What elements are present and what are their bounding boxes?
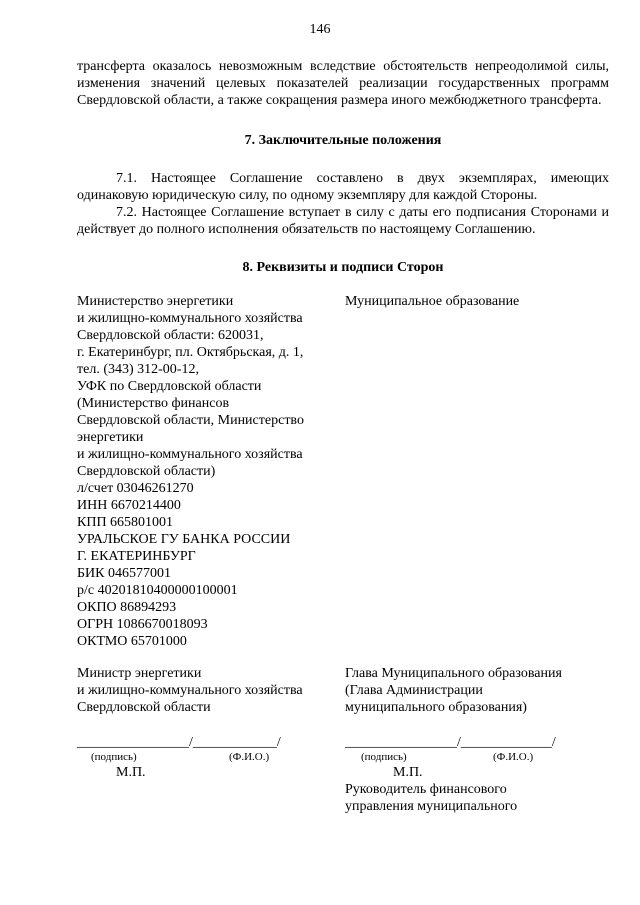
requisite-line: Г. ЕКАТЕРИНБУРГ (77, 549, 196, 564)
signatory-line: Свердловской области (77, 700, 211, 715)
requisite-line: г. Екатеринбург, пл. Октябрьская, д. 1, (77, 345, 304, 360)
requisite-line: л/счет 03046261270 (77, 481, 194, 496)
caption-signature: (подпись) (91, 751, 137, 763)
stamp-label: М.П. (116, 765, 146, 780)
section-7-paragraph-2: 7.2. Настоящее Соглашение вступает в силу с даты его подписания Сторонами и действует до полного исполнения обязательств по настоящему Соглашению. (77, 205, 609, 237)
requisite-line: КПП 665801001 (77, 515, 174, 530)
ministry-column (77, 293, 332, 780)
requisites-columns (77, 293, 609, 833)
section-7-title: 7. Заключительные положения (244, 133, 442, 148)
signature-line: ________________/_____________/ (345, 735, 556, 750)
signature-line: ________________/____________/ (77, 735, 281, 750)
financial-head-line: Руководитель финансового (345, 782, 507, 797)
document-body (77, 58, 609, 833)
requisite-line: УРАЛЬСКОЕ ГУ БАНКА РОССИИ (77, 532, 291, 547)
caption-signature: (подпись) (361, 751, 407, 763)
page-number: 146 (309, 22, 331, 37)
signatory-line: и жилищно-коммунального хозяйства (77, 683, 303, 698)
municipality-signature-block (345, 665, 562, 815)
municipality-title: Муниципальное образование (345, 294, 520, 309)
requisite-line: Свердловской области) (77, 464, 216, 479)
signatory-line: (Глава Администрации (345, 683, 483, 698)
requisite-line: Министерство энергетики (77, 294, 234, 309)
caption-name: (Ф.И.О.) (229, 751, 270, 763)
signature-captions (77, 750, 303, 764)
requisite-line: тел. (343) 312-00-12, (77, 362, 199, 377)
requisite-line: р/с 40201810400000100001 (77, 583, 238, 598)
signatory-line: муниципального образования) (345, 700, 527, 715)
stamp-label: М.П. (393, 765, 423, 780)
caption-name: (Ф.И.О.) (493, 751, 534, 763)
requisite-line: БИК 046577001 (77, 566, 171, 581)
signatory-line: Глава Муниципального образования (345, 666, 562, 681)
section-8-title: 8. Реквизиты и подписи Сторон (242, 260, 444, 275)
requisite-line: ИНН 6670214400 (77, 498, 181, 513)
ministry-signature-block (77, 665, 303, 781)
requisite-line: Свердловской области, Министерство (77, 413, 304, 428)
municipality-column (345, 293, 609, 814)
financial-head-line: управления муниципального (345, 799, 518, 814)
requisite-line: (Министерство финансов (77, 396, 230, 411)
requisite-line: ОКТМО 65701000 (77, 634, 187, 649)
intro-paragraph: трансферта оказалось невозможным вследствие обстоятельств непреодолимой силы, изменения значений целевых показателей реализации государственных программ Свердловской области, а также сокращения размера иного межбюджетного трансферта. (77, 59, 609, 108)
requisite-line: ОГРН 1086670018093 (77, 617, 208, 632)
requisite-line: и жилищно-коммунального хозяйства (77, 447, 303, 462)
requisite-line: УФК по Свердловской области (77, 379, 262, 394)
signature-captions (345, 750, 562, 764)
requisite-line: ОКПО 86894293 (77, 600, 177, 615)
requisite-line: и жилищно-коммунального хозяйства (77, 311, 303, 326)
requisite-line: энергетики (77, 430, 144, 445)
signatory-line: Министр энергетики (77, 666, 202, 681)
requisite-line: Свердловской области: 620031, (77, 328, 264, 343)
section-7-paragraph-1: 7.1. Настоящее Соглашение составлено в двух экземплярах, имеющих одинаковую юридическую силу, по одному экземпляру для каждой Стороны. (77, 171, 609, 203)
ministry-requisites (77, 293, 332, 650)
